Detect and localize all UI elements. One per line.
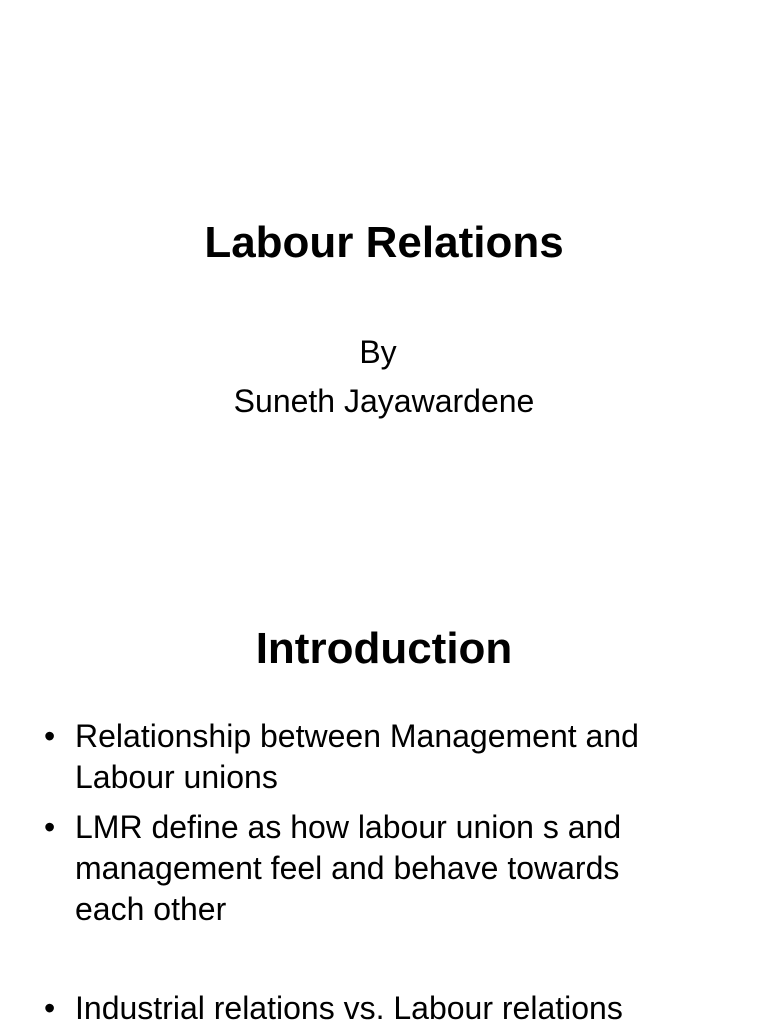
bullet-item <box>44 807 684 930</box>
author-name: Suneth Jayawardene <box>233 383 535 419</box>
bullet-item <box>44 988 684 1024</box>
bullet-icon: • <box>44 990 56 1024</box>
slide-title: Labour Relations <box>204 218 564 267</box>
subtitle-by: By <box>359 334 397 370</box>
bullet-text: LMR define as how labour union s and management feel and behave towards each other <box>75 809 622 927</box>
bullet-text: Industrial relations vs. Labour relations <box>75 990 623 1024</box>
slide-heading: Introduction <box>255 624 513 673</box>
bullet-item <box>44 716 684 798</box>
bullet-text: Relationship between Management and Labour unions <box>75 718 639 795</box>
bullet-icon: • <box>44 718 56 754</box>
bullet-icon: • <box>44 809 56 845</box>
